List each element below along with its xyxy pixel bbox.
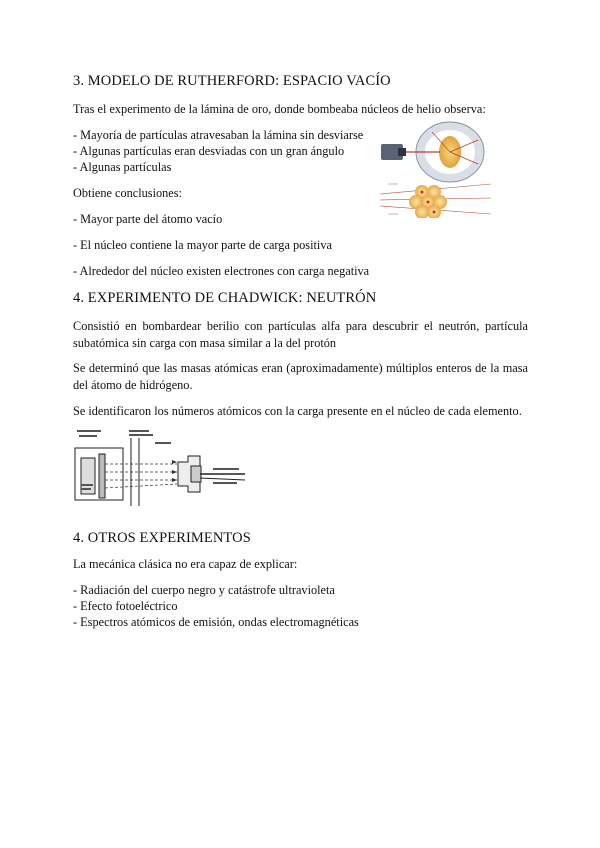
rutherford-gold-foil-figure [378, 120, 493, 218]
chadwick-paragraph-3: Se identificaron los números atómicos con la carga presente en el núcleo de cada elemento. [73, 404, 522, 418]
chadwick-paragraph-1: Consistió en bombardear berilio con partículas alfa para descubrir el neutrón, partícula subatómica sin carga con masa similar a la del protón [73, 319, 528, 350]
section-4-chadwick-title: 4. EXPERIMENTO DE CHADWICK: NEUTRÓN [73, 290, 377, 306]
otros-intro: La mecánica clásica no era capaz de explicar: [73, 557, 298, 571]
chadwick-paragraph-2: Se determinó que las masas atómicas eran (aproximadamente) múltiplos enteros de la masa del átomo de hidrógeno. [73, 361, 528, 392]
conclusions-label: Obtiene conclusiones: [73, 186, 182, 200]
section-3-intro: Tras el experimento de la lámina de oro, donde bombeaba núcleos de helio observa: [73, 102, 486, 116]
observation-item: - Algunas partículas eran desviadas con un gran ángulo [73, 144, 345, 158]
observation-item: - Mayoría de partículas atravesaban la lámina sin desviarse [73, 128, 364, 142]
conclusion-item: - Alrededor del núcleo existen electrones con carga negativa [73, 264, 370, 278]
otros-item: - Radiación del cuerpo negro y catástrofe ultravioleta [73, 583, 335, 597]
conclusion-item: - El núcleo contiene la mayor parte de carga positiva [73, 238, 332, 252]
otros-item: - Efecto fotoeléctrico [73, 599, 178, 613]
observation-item: - Algunas partículas [73, 160, 172, 174]
section-4-otros-title: 4. OTROS EXPERIMENTOS [73, 530, 251, 546]
chadwick-apparatus-figure [73, 428, 248, 510]
otros-item: - Espectros atómicos de emisión, ondas electromagnéticas [73, 615, 359, 629]
conclusion-item: - Mayor parte del átomo vacío [73, 212, 223, 226]
section-3-title: 3. MODELO DE RUTHERFORD: ESPACIO VACÍO [73, 73, 391, 89]
